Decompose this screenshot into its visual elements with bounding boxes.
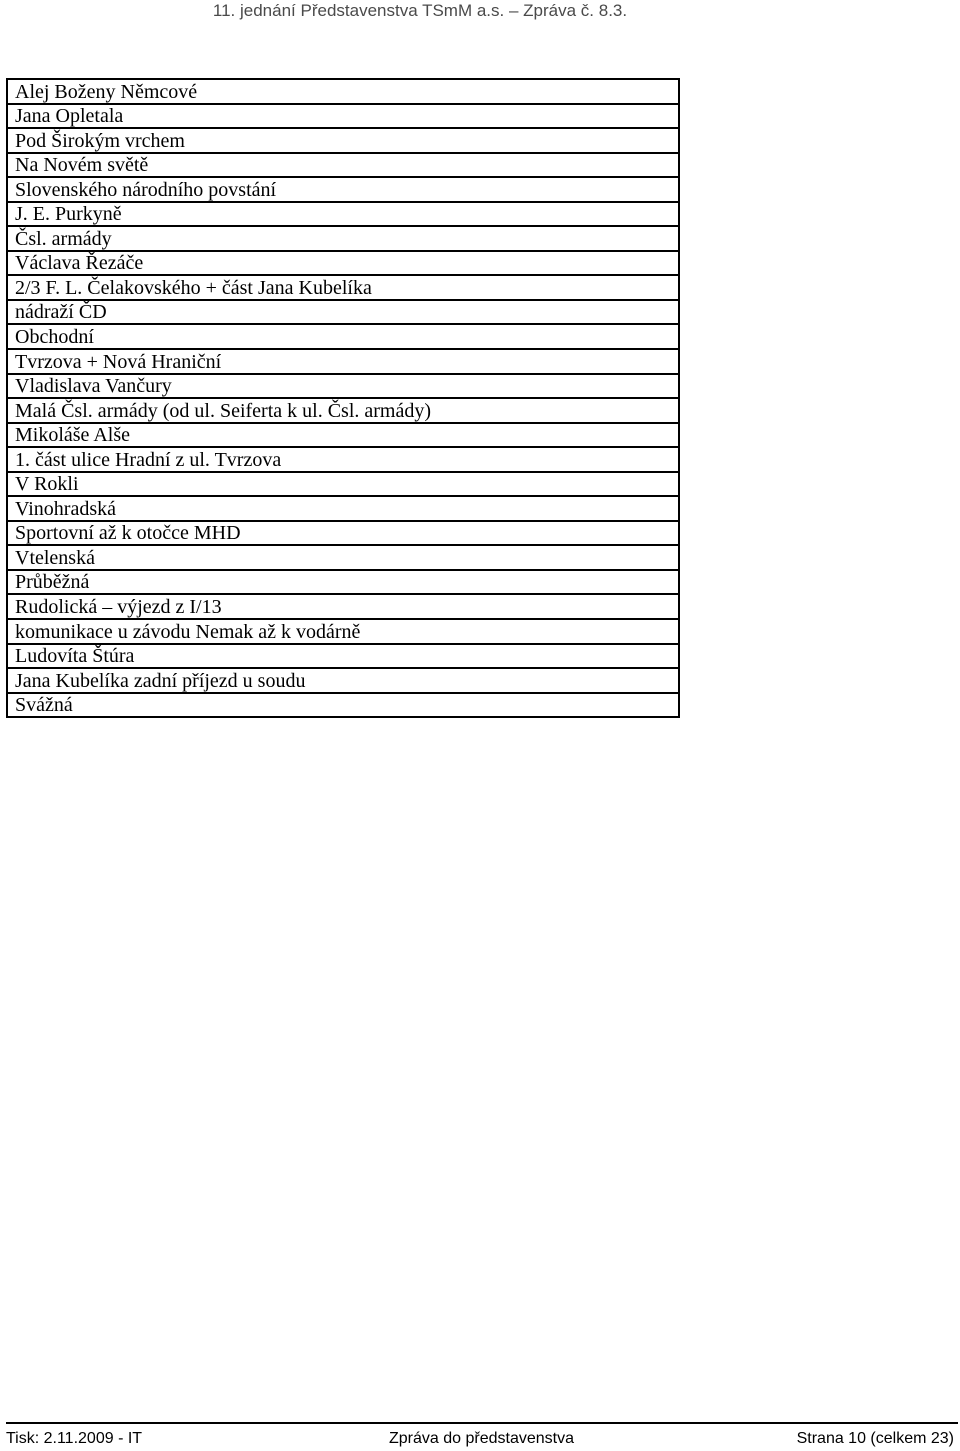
page-header: 11. jednání Představenstva TSmM a.s. – Zpráva č. 8.3. (212, 1, 628, 20)
table-row (7, 594, 679, 619)
table-row (7, 423, 679, 448)
table-row (7, 472, 679, 497)
table-row (7, 619, 679, 644)
table-row (7, 79, 679, 104)
street-cell: Rudolická – výjezd z I/13 (7, 594, 679, 619)
table-row (7, 226, 679, 251)
table-row (7, 644, 679, 669)
report-label: Zpráva do představenstva (389, 1430, 574, 1447)
table-row (7, 545, 679, 570)
table-row (7, 521, 679, 546)
street-cell: Sportovní až k otočce MHD (7, 521, 679, 546)
street-cell: Vinohradská (7, 496, 679, 521)
table-row (7, 202, 679, 227)
table-row (7, 300, 679, 325)
street-cell: Václava Řezáče (7, 251, 679, 276)
street-cell: 1. část ulice Hradní z ul. Tvrzova (7, 447, 679, 472)
street-cell: Na Novém světě (7, 153, 679, 178)
street-list-table (6, 78, 680, 718)
street-cell: Mikoláše Alše (7, 423, 679, 448)
table-row (7, 153, 679, 178)
street-cell: 2/3 F. L. Čelakovského + část Jana Kubelíka (7, 275, 679, 300)
street-cell: Jana Kubelíka zadní příjezd u soudu (7, 668, 679, 693)
street-cell: Průběžná (7, 570, 679, 595)
table-row (7, 177, 679, 202)
street-cell: J. E. Purkyně (7, 202, 679, 227)
street-cell: komunikace u závodu Nemak až k vodárně (7, 619, 679, 644)
street-cell: nádraží ČD (7, 300, 679, 325)
table-row (7, 570, 679, 595)
street-cell: Alej Boženy Němcové (7, 79, 679, 104)
print-date: Tisk: 2.11.2009 - IT (6, 1430, 143, 1447)
street-cell: Vladislava Vančury (7, 374, 679, 399)
table-row (7, 374, 679, 399)
street-cell: Slovenského národního povstání (7, 177, 679, 202)
table-row (7, 447, 679, 472)
street-cell: Pod Širokým vrchem (7, 128, 679, 153)
table-row (7, 275, 679, 300)
table-row (7, 251, 679, 276)
table-row (7, 349, 679, 374)
street-cell: Čsl. armády (7, 226, 679, 251)
street-cell: V Rokli (7, 472, 679, 497)
table-row (7, 128, 679, 153)
table-row (7, 324, 679, 349)
street-cell: Jana Opletala (7, 104, 679, 129)
street-cell: Tvrzova + Nová Hraniční (7, 349, 679, 374)
table-row (7, 496, 679, 521)
street-cell: Obchodní (7, 324, 679, 349)
street-cell: Vtelenská (7, 545, 679, 570)
table-row (7, 398, 679, 423)
table-row (7, 693, 679, 718)
page-number: Strana 10 (celkem 23) (796, 1430, 954, 1447)
page-footer (6, 1422, 958, 1451)
table-row (7, 104, 679, 129)
street-cell: Ludovíta Štúra (7, 644, 679, 669)
street-cell: Malá Čsl. armády (od ul. Seiferta k ul. Čsl. armády) (7, 398, 679, 423)
street-cell: Svážná (7, 693, 679, 718)
table-row (7, 668, 679, 693)
